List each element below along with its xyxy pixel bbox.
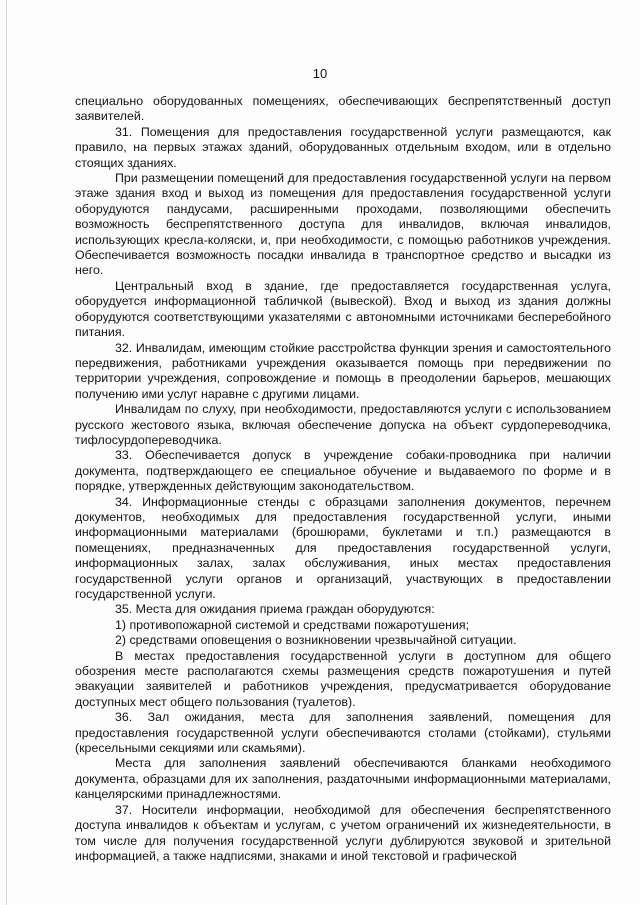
document-body xyxy=(75,94,611,864)
paragraph-10: В местах предоставления государственной услуги в доступном для общего обозрения месте располагаются схемы размещения средств пожаротушения и путей эвакуации заявителей и работников учреждения, предусматривается оборудование доступных мест общего пользования (туалетов). xyxy=(75,648,611,709)
paragraph-3: При размещении помещений для предоставления государственной услуги на первом этаже здания вход и выход из помещения для предоставления государственной услуги оборудуются пандусами, расширенными проходами, позволяющими обеспечить возможность беспрепятственного доступа для инвалидов, включая инвалидов, использующих кресла-коляски, и, при необходимости, с помощью работников учреждения. Обеспечивается возможность посадки инвалида в транспортное средство и высадки из него. xyxy=(75,171,611,278)
paragraph-13: 37. Носители информации, необходимой для обеспечения беспрепятственного доступа инвалидов к объектам и услугам, с учетом ограничений их жизнедеятельности, в том числе для получения государственной услуги дублируются звуковой и зрительной информацией, а также надписями, знаками и иной текстовой и графической xyxy=(75,802,611,863)
scan-edge-mark xyxy=(6,0,7,905)
paragraph-9: 35. Места для ожидания приема граждан оборудуются: xyxy=(115,602,435,617)
paragraph-1: специально оборудованных помещениях, обеспечивающих беспрепятственный доступ заявителей. xyxy=(75,94,611,124)
paragraph-7: 33. Обеспечивается допуск в учреждение собаки-проводника при наличии документа, подтверждающего ее специальное обучение и выдаваемого по форме и в порядке, утвержденных действующим законодательством. xyxy=(75,448,611,494)
paragraph-5: 32. Инвалидам, имеющим стойкие расстройства функции зрения и самостоятельного передвижения, работниками учреждения оказывается помощь при передвижении по территории учреждения, сопровождение и помощь в преодолении барьеров, мешающих получению ими услуг наравне с другими лицами. xyxy=(75,340,611,401)
paragraph-11: 36. Зал ожидания, места для заполнения заявлений, помещения для предоставления государственной услуги обеспечиваются столами (стойками), стульями (кресельными секциями или скамьями). xyxy=(75,710,611,756)
paragraph-12: Места для заполнения заявлений обеспечиваются бланками необходимого документа, образцами для их заполнения, раздаточными информационными материалами, канцелярскими принадлежностями. xyxy=(75,756,611,802)
paragraph-2: 31. Помещения для предоставления государственной услуги размещаются, как правило, на первых этажах зданий, оборудованных отдельным входом, или в отдельно стоящих зданиях. xyxy=(75,124,611,170)
paragraph-8: 34. Информационные стенды с образцами заполнения документов, перечнем документов, необходимых для предоставления государственной услуги, иными информационными материалами (брошюрами, буклетами и т.п.) размещаются в помещениях, предназначенных для предоставления государственной услуги, информационных залах, залах обслуживания, иных местах предоставления государственной услуги органов и организаций, участвующих в предоставлении государственной услуги. xyxy=(75,494,611,601)
page-number: 10 xyxy=(312,66,328,81)
list-item-1: 1) противопожарной системой и средствами пожаротушения; xyxy=(115,617,470,632)
list-item-2: 2) средствами оповещения о возникновении чрезвычайной ситуации. xyxy=(115,633,517,648)
paragraph-6: Инвалидам по слуху, при необходимости, предоставляются услуги с использованием русского жестового языка, включая обеспечение допуска на объект сурдопереводчика, тифлосурдопереводчика. xyxy=(75,402,611,447)
paragraph-4: Центральный вход в здание, где предоставляется государственная услуга, оборудуется информационной табличкой (вывеской). Вход и выход из здания должны оборудуются соответствующими указателями с автономными источниками бесперебойного питания. xyxy=(75,278,611,340)
